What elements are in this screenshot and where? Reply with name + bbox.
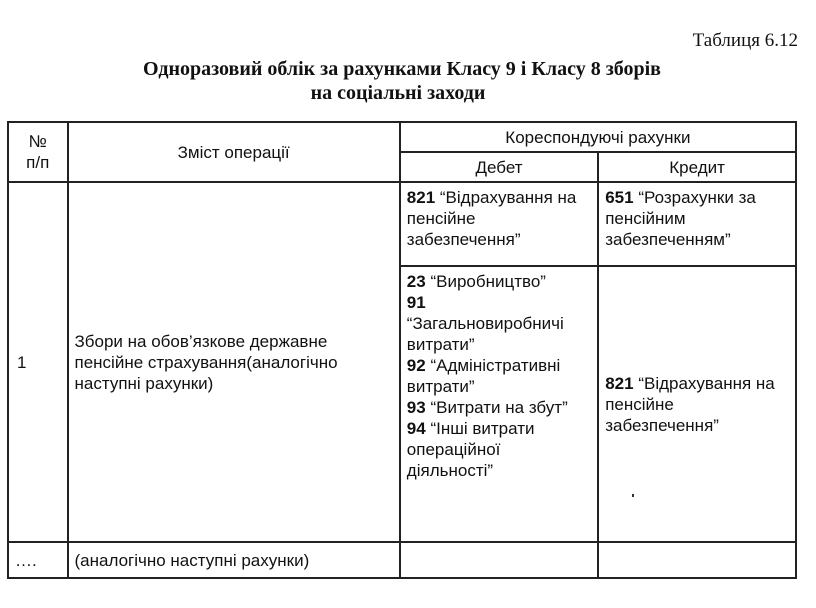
credit-cell bbox=[598, 542, 796, 578]
account-name: “Розрахунки за пенсійним забезпеченням” bbox=[605, 188, 756, 249]
debit-cell bbox=[400, 182, 598, 266]
account-name: “Відрахування на пенсійне забезпечення” bbox=[605, 373, 775, 435]
debit-entry: 94 “Інші витрати операційної діяльності” bbox=[406, 419, 535, 480]
credit-cell bbox=[598, 182, 796, 266]
header-credit: Кредит bbox=[598, 152, 796, 182]
debit-entry: 92 “Адміністративні витрати” bbox=[406, 356, 561, 396]
table-row bbox=[8, 542, 796, 578]
table-title-line1: Одноразовий облік за рахунками Класу 9 і Класу 8 зборів bbox=[143, 58, 661, 80]
header-operation: Зміст операції bbox=[68, 122, 400, 182]
table-title-line2: на соціальні заходи bbox=[310, 82, 486, 104]
debit-entry: 93 “Витрати на збут” bbox=[406, 398, 568, 417]
table-caption: Таблиця 6.12 bbox=[692, 30, 798, 51]
account-code: 821 bbox=[406, 188, 436, 207]
debit-entry: 23 “Виробництво” bbox=[406, 272, 546, 291]
account-name: “Відрахування на пенсійне забезпечення” bbox=[406, 188, 577, 249]
row-number: 1 bbox=[8, 182, 68, 542]
header-no: № п/п bbox=[8, 122, 68, 182]
debit-entry: 91 “Загальновиробничі витрати” bbox=[406, 293, 564, 354]
account-code: 821 bbox=[605, 373, 634, 393]
row-number: …. bbox=[8, 542, 68, 578]
accounts-table bbox=[7, 121, 797, 579]
header-corresponding-accounts: Кореспондуючі рахунки bbox=[400, 122, 796, 152]
scan-speck bbox=[632, 494, 634, 497]
table-row bbox=[8, 182, 796, 266]
row-operation: (аналогічно наступні рахунки) bbox=[68, 542, 400, 578]
debit-cell bbox=[400, 266, 598, 542]
debit-cell bbox=[400, 542, 598, 578]
credit-cell bbox=[598, 266, 796, 542]
header-debit: Дебет bbox=[400, 152, 598, 182]
row-operation: Збори на обов’язкове державне пенсійне страхування(аналогічно наступні рахунки) bbox=[68, 182, 400, 542]
account-code: 651 bbox=[605, 188, 634, 207]
